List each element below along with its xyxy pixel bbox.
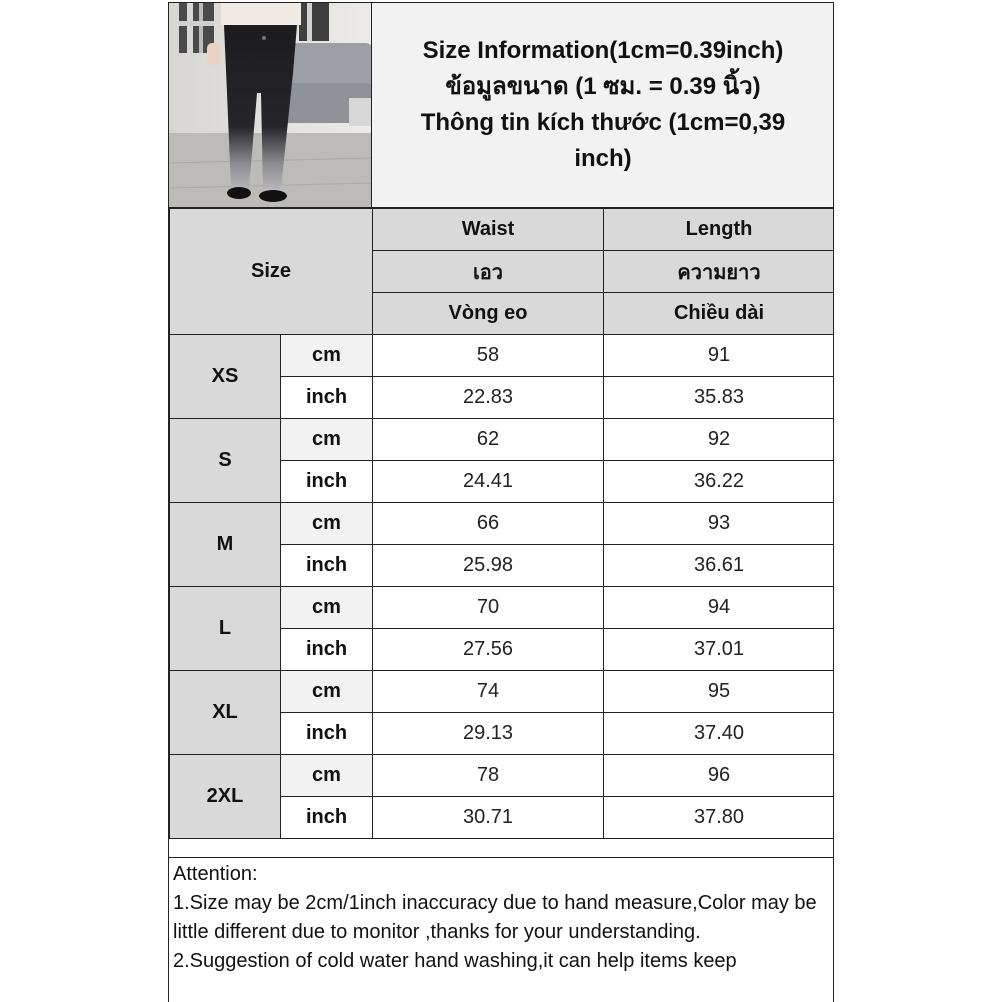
length-inch: 37.01 [604, 629, 835, 671]
waist-inch: 30.71 [373, 797, 604, 839]
unit-inch: inch [281, 713, 373, 755]
length-inch: 35.83 [604, 377, 835, 419]
waist-inch: 22.83 [373, 377, 604, 419]
size-chart-sheet [168, 2, 834, 1002]
waist-cm: 62 [373, 419, 604, 461]
notes-line-1: 1.Size may be 2cm/1inch inaccuracy due to hand measure,Color may be little different due to monitor ,thanks for your understanding. [173, 892, 817, 943]
notes-title: Attention: [173, 863, 258, 885]
length-header-vi: Chiều dài [604, 293, 835, 335]
waist-header-vi: Vòng eo [373, 293, 604, 335]
unit-cm: cm [281, 671, 373, 713]
size-label: XS [170, 335, 281, 419]
product-photo [169, 3, 372, 208]
length-header-en: Length [604, 209, 835, 251]
waist-header-en: Waist [373, 209, 604, 251]
length-cm: 95 [604, 671, 835, 713]
attention-notes [169, 857, 834, 1002]
length-inch: 37.80 [604, 797, 835, 839]
waist-cm: 70 [373, 587, 604, 629]
unit-cm: cm [281, 419, 373, 461]
unit-cm: cm [281, 503, 373, 545]
info-line-en: Size Information(1cm=0.39inch) [422, 37, 784, 64]
unit-inch: inch [281, 545, 373, 587]
waist-cm: 78 [373, 755, 604, 797]
length-cm: 92 [604, 419, 835, 461]
waist-header-th: เอว [373, 251, 604, 293]
length-inch: 36.61 [604, 545, 835, 587]
size-table [169, 208, 834, 839]
unit-cm: cm [281, 587, 373, 629]
notes-line-2: 2.Suggestion of cold water hand washing,it can help items keep [173, 950, 737, 972]
size-label: XL [170, 671, 281, 755]
length-cm: 96 [604, 755, 835, 797]
unit-inch: inch [281, 797, 373, 839]
length-inch: 36.22 [604, 461, 835, 503]
size-column-header: Size [170, 209, 373, 335]
waist-inch: 29.13 [373, 713, 604, 755]
waist-inch: 24.41 [373, 461, 604, 503]
waist-inch: 25.98 [373, 545, 604, 587]
size-label: L [170, 587, 281, 671]
unit-cm: cm [281, 335, 373, 377]
length-header-th: ความยาว [604, 251, 835, 293]
size-label: M [170, 503, 281, 587]
waist-cm: 66 [373, 503, 604, 545]
waist-cm: 74 [373, 671, 604, 713]
info-line-vi: Thông tin kích thước (1cm=0,39 inch) [420, 109, 786, 172]
info-line-th: ข้อมูลขนาด (1 ซม. = 0.39 นิ้ว) [445, 73, 761, 100]
length-cm: 94 [604, 587, 835, 629]
size-label: 2XL [170, 755, 281, 839]
length-cm: 93 [604, 503, 835, 545]
unit-inch: inch [281, 377, 373, 419]
size-information-header [372, 3, 834, 208]
length-inch: 37.40 [604, 713, 835, 755]
waist-inch: 27.56 [373, 629, 604, 671]
size-label: S [170, 419, 281, 503]
waist-cm: 58 [373, 335, 604, 377]
unit-inch: inch [281, 629, 373, 671]
unit-inch: inch [281, 461, 373, 503]
jeans-photo-icon [169, 3, 372, 208]
unit-cm: cm [281, 755, 373, 797]
length-cm: 91 [604, 335, 835, 377]
